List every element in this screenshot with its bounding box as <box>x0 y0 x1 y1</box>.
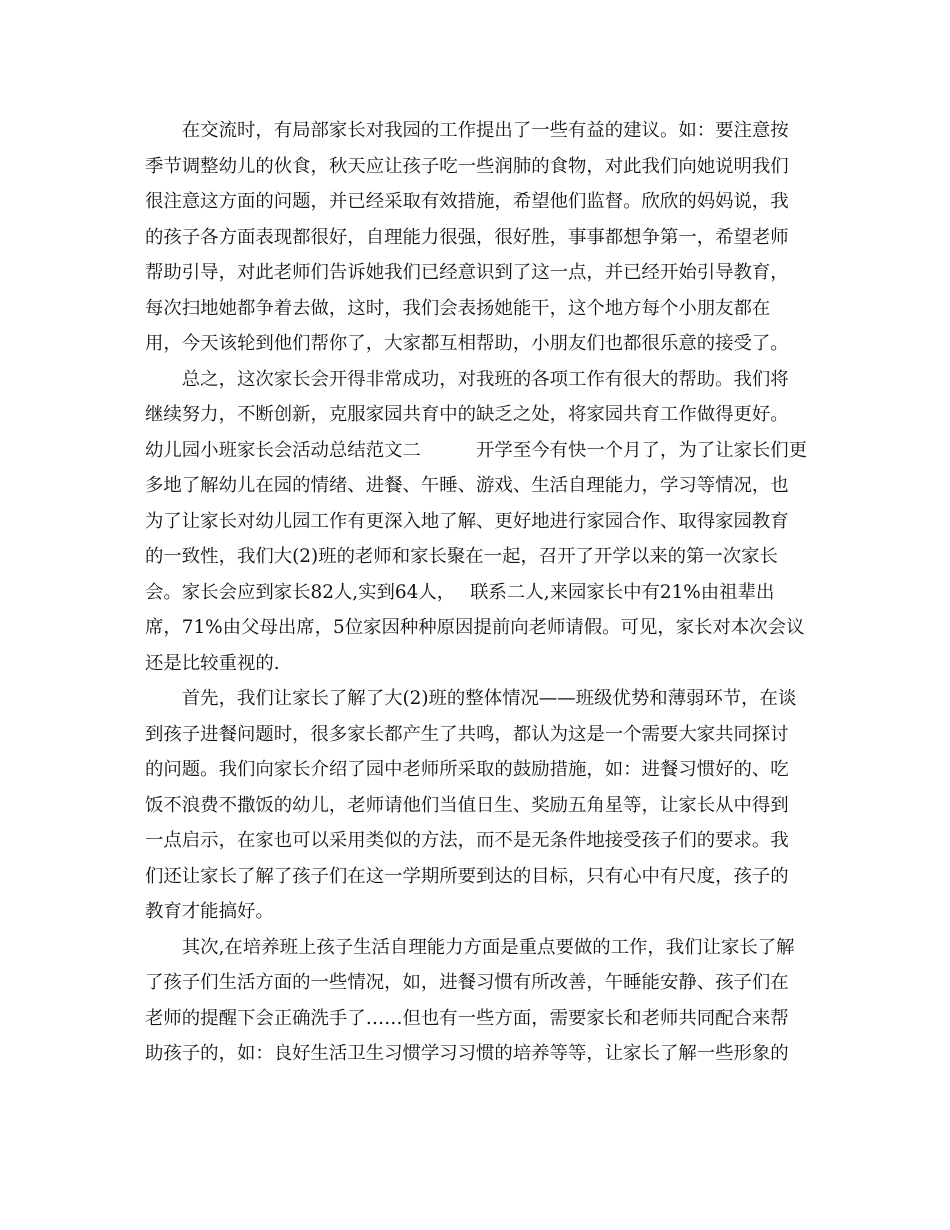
document-body <box>145 113 808 1072</box>
text-line: 帮助引导，对此老师们告诉她我们已经意识到了这一点，并已经开始引导教育， <box>145 262 789 283</box>
text-line: 用，今天该轮到他们帮你了，大家都互相帮助，小朋友们也都很乐意的接受了。 <box>145 333 789 354</box>
text-line: 的一致性，我们大(2)班的老师和家长聚在一起，召开了开学以来的第一次家长 <box>145 546 778 567</box>
text-line: 为了让家长对幼儿园工作有更深入地了解、更好地进行家园合作、取得家园教育 <box>145 510 789 532</box>
text-line: 了孩子们生活方面的一些情况，如，进餐习惯有所改善，午睡能安静、孩子们在 <box>145 972 789 993</box>
text-line: 首先，我们让家长了解了大(2)班的整体情况——班级优势和薄弱环节，在谈 <box>145 688 797 709</box>
text-line: 一点启示，在家也可以采用类似的方法，而不是无条件地接受孩子们的要求。我 <box>145 830 789 851</box>
text-line: 教育才能搞好。 <box>145 901 274 922</box>
text-line: 们还让家长了解了孩子们在这一学期所要到达的目标，只有心中有尺度，孩子的 <box>145 865 789 887</box>
text-line: 的问题。我们向家长介绍了园中老师所采取的鼓励措施，如：进餐习惯好的、吃 <box>145 759 789 780</box>
text-line: 总之，这次家长会开得非常成功，对我班的各项工作有很大的帮助。我们将 <box>145 368 789 390</box>
text-line: 会。家长会应到家长82人,实到64人， 联系二人,来园家长中有21%由祖辈出 <box>145 581 775 603</box>
text-line: 席，71%由父母出席，5位家因种种原因提前向老师请假。可见，家长对本次会议 <box>145 617 805 638</box>
text-line: 在交流时，有局部家长对我园的工作提出了一些有益的建议。如：要注意按 <box>145 120 789 141</box>
text-line: 其次,在培养班上孩子生活自理能力方面是重点要做的工作，我们让家长了解 <box>145 936 795 958</box>
text-line: 老师的提醒下会正确洗手了……但也有一些方面，需要家长和老师共同配合来帮 <box>145 1007 789 1029</box>
text-line: 饭不浪费不撒饭的幼儿，老师请他们当值日生、奖励五角星等，让家长从中得到 <box>145 794 789 816</box>
text-line: 的孩子各方面表现都很好，自理能力很强，很好胜，事事都想争第一，希望老师 <box>145 226 789 248</box>
text-line: 到孩子进餐问题时，很多家长都产生了共鸣，都认为这是一个需要大家共同探讨 <box>145 723 789 745</box>
text-line: 很注意这方面的问题，并已经采取有效措施，希望他们监督。欣欣的妈妈说，我 <box>145 191 789 212</box>
text-line: 还是比较重视的. <box>145 652 280 674</box>
text-line: 助孩子的，如：良好生活卫生习惯学习习惯的培养等等，让家长了解一些形象的 <box>145 1043 789 1064</box>
text-line: 每次扫地她都争着去做，这时，我们会表扬她能干，这个地方每个小朋友都在 <box>145 297 771 319</box>
text-line: 多地了解幼儿在园的情绪、进餐、午睡、游戏、生活自理能力，学习等情况，也 <box>145 475 789 496</box>
text-line: 继续努力，不断创新，克服家园共育中的缺乏之处，将家园共育工作做得更好。 <box>145 404 789 425</box>
section-heading-line: 幼儿园小班家长会活动总结范文二 开学至今有快一个月了，为了让家长们更 <box>145 439 808 461</box>
text-line: 季节调整幼儿的伙食，秋天应让孩子吃一些润肺的食物，对此我们向她说明我们 <box>145 155 789 177</box>
